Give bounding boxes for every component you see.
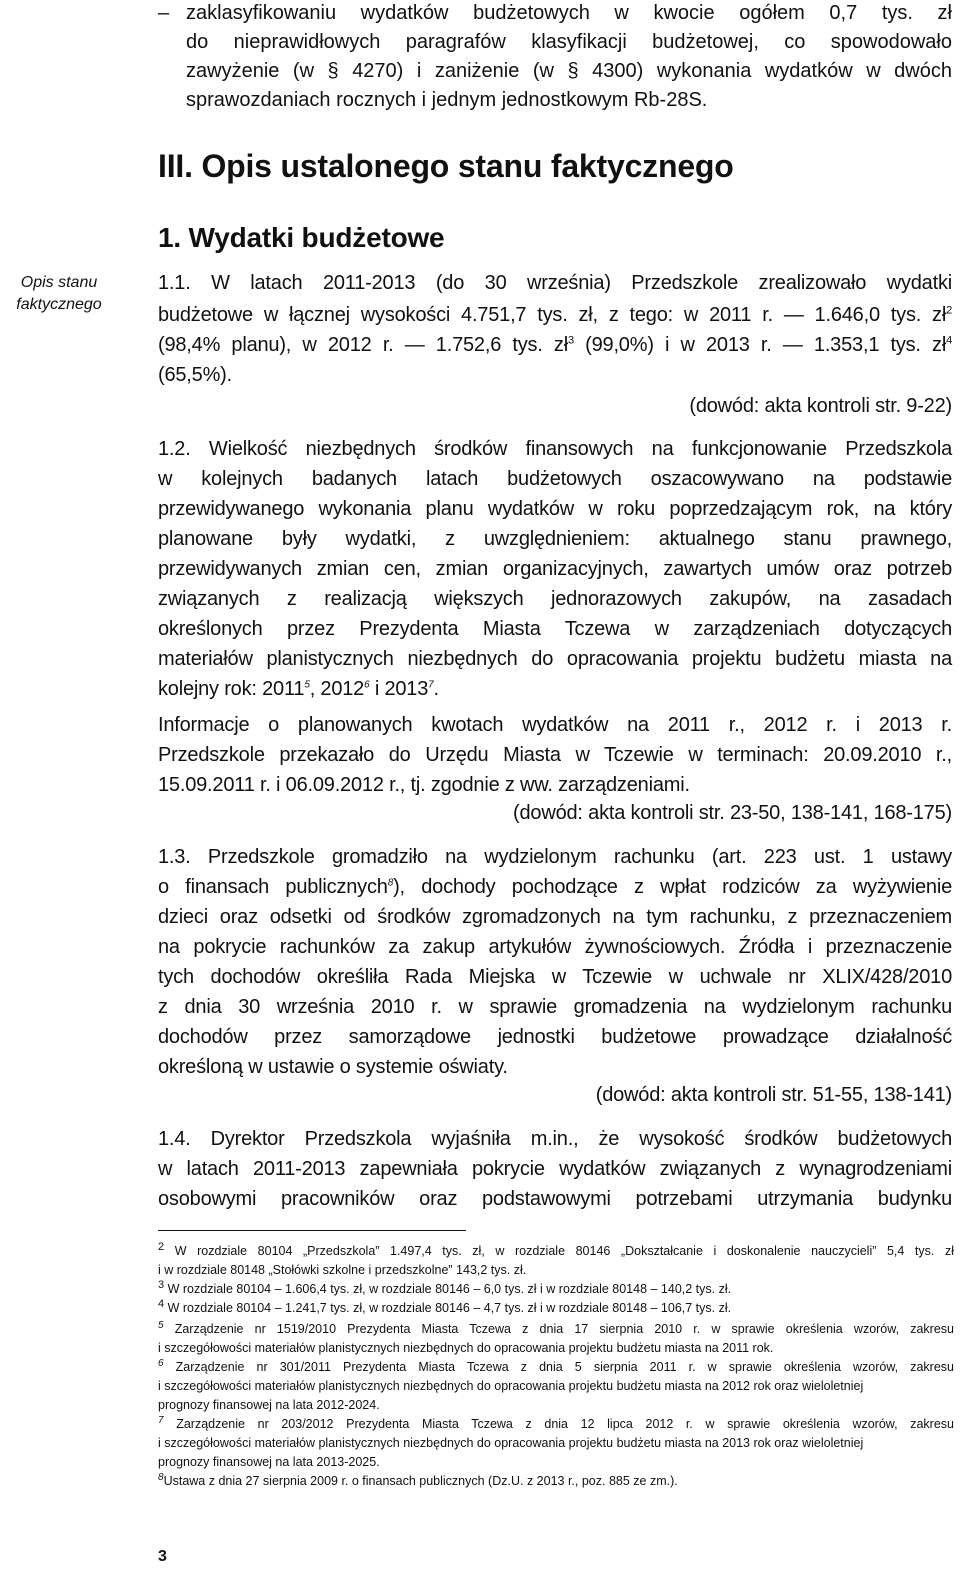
evidence-note: (dowód: akta kontroli str. 23-50, 138-141, 168-175) (513, 802, 952, 824)
footnote-number: 7 (158, 1414, 164, 1426)
footnote-text: Zarządzenie nr 301/2011 Prezydenta Miasta Tczewa z dnia 5 sierpnia 2011 r. w sprawie określenia wzorów, zakresu (175, 1360, 954, 1374)
footnote-line (158, 1280, 954, 1299)
side-note-line: Opis stanu (20, 274, 98, 291)
footnote-number: 2 (158, 1240, 165, 1253)
paragraph-line: określonych przez Prezydenta Miasta Tczewa w zarządzeniach dotyczących (158, 618, 952, 640)
footnote-line (158, 1299, 954, 1318)
evidence-note: (dowód: akta kontroli str. 51-55, 138-141) (595, 1084, 952, 1106)
paragraph-line: dochodów przez samorządowe jednostki budżetowe prowadzące działalność (158, 1026, 952, 1048)
paragraph-line: związanych z realizacją większych jednorazowych zakupów, na zasadach (158, 588, 952, 610)
intro-line: zaklasyfikowaniu wydatków budżetowych w kwocie ogółem 0,7 tys. zł (186, 2, 952, 24)
paragraph-line (158, 304, 952, 326)
page-number: 3 (158, 1548, 167, 1565)
paragraph-line: 1.1. W latach 2011-2013 (do 30 września) Przedszkole zrealizowało wydatki (158, 272, 952, 294)
footnote (158, 1358, 954, 1415)
intro-dash: – (158, 2, 170, 24)
footnote-ref: 5 (304, 679, 310, 691)
evidence-note: (dowód: akta kontroli str. 9-22) (689, 395, 952, 417)
text-span: (99,0%) i w 2013 r. — 1.353,1 tys. zł (573, 334, 947, 356)
footnote-line: prognozy finansowej na lata 2012-2024. (158, 1398, 380, 1412)
paragraph-line: planowane były wydatki, z uwzględnieniem: aktualnego stanu prawnego, (158, 528, 952, 550)
section-heading: III. Opis ustalonego stanu faktycznego (158, 148, 734, 184)
footnote-line (158, 1320, 954, 1339)
paragraph-line: osobowymi pracowników oraz podstawowymi potrzebami utrzymania budynku (158, 1188, 952, 1210)
paragraph-line: Informacje o planowanych kwotach wydatków na 2011 r., 2012 r. i 2013 r. (158, 714, 952, 736)
footnote (158, 1280, 954, 1299)
paragraph-line: (65,5%). (158, 364, 232, 386)
paragraph-line: określoną w ustawie o systemie oświaty. (158, 1056, 508, 1078)
paragraph-line: 1.2. Wielkość niezbędnych środków finansowych na funkcjonowanie Przedszkola (158, 438, 952, 460)
footnote-ref: 7 (428, 679, 434, 691)
footnote-ref: 2 (946, 304, 952, 317)
footnote-text: W rozdziale 80104 – 1.241,7 tys. zł, w rozdziale 80146 – 4,7 tys. zł i w rozdziale 80148 – 106,7 tys. zł. (167, 1301, 732, 1315)
intro-line: zawyżenie (w § 4270) i zaniżenie (w § 4300) wykonania wydatków w dwóch (186, 60, 952, 82)
footnote-ref: 8 (387, 877, 394, 889)
paragraph-line: tych dochodów określiła Rada Miejska w Tczewie w uchwale nr XLIX/428/2010 (158, 966, 952, 988)
side-note-line: faktycznego (16, 296, 102, 313)
footnote-number: 5 (158, 1319, 164, 1331)
footnote-line (158, 1358, 954, 1377)
footnote-text: Zarządzenie nr 1519/2010 Prezydenta Miasta Tczewa z dnia 17 sierpnia 2010 r. w sprawie określenia wzorów, zakresu (174, 1322, 954, 1336)
text-span: o finansach publicznych (158, 876, 388, 898)
footnote (158, 1320, 954, 1358)
paragraph-line: na pokrycie rachunków za zakup artykułów żywnościowych. Źródła i przeznaczenie (158, 936, 952, 958)
footnote-line (158, 1415, 954, 1434)
footnote-line (158, 1472, 954, 1491)
side-note (4, 272, 114, 316)
footnote-line (158, 1242, 954, 1261)
text-span: . (433, 678, 439, 700)
footnote-text: Zarządzenie nr 203/2012 Prezydenta Miasta Tczewa z dnia 12 lipca 2012 r. w sprawie określenia wzorów, zakresu (176, 1417, 954, 1431)
paragraph-line: materiałów planistycznych niezbędnych do opracowania projektu budżetu miasta na (158, 648, 952, 670)
footnote-line: i szczegółowości materiałów planistycznych niezbędnych do opracowania projektu budżetu miasta na 2012 rok oraz wieloletniej (158, 1379, 864, 1393)
paragraph-line (158, 678, 439, 700)
footnote-line: i szczegółowości materiałów planistycznych niezbędnych do opracowania projektu budżetu miasta na 2011 rok. (158, 1341, 774, 1355)
paragraph-line: z dnia 30 września 2010 r. w sprawie gromadzenia na wydzielonym rachunku (158, 996, 952, 1018)
footnote (158, 1472, 954, 1491)
footnotes (158, 1242, 954, 1491)
footnote-text: Ustawa z dnia 27 sierpnia 2009 r. o finansach publicznych (Dz.U. z 2013 r., poz. 885 ze zm.). (163, 1474, 678, 1488)
footnote-number: 3 (158, 1278, 165, 1291)
footnote-text: W rozdziale 80104 – 1.606,4 tys. zł, w rozdziale 80146 – 6,0 tys. zł i w rozdziale 80148 – 140,2 tys. zł. (167, 1282, 732, 1296)
paragraph-line (158, 334, 952, 356)
footnote-number: 8 (158, 1471, 164, 1483)
paragraph-line (158, 876, 952, 898)
footnote-line: i szczegółowości materiałów planistycznych niezbędnych do opracowania projektu budżetu miasta na 2013 rok oraz wieloletniej (158, 1436, 864, 1450)
footnote-ref: 6 (364, 679, 370, 691)
paragraph-line: przewidywanego wykonania planu wydatków w roku poprzedzającym rok, na który (158, 498, 952, 520)
text-span: kolejny rok: 2011 (158, 678, 305, 700)
footnote-line: i w rozdziale 80148 „Stołówki szkolne i przedszkolne” 143,2 tys. zł. (158, 1263, 527, 1277)
paragraph-line: przewidywanych zmian cen, zmian organizacyjnych, zawartych umów oraz potrzeb (158, 558, 952, 580)
footnote (158, 1242, 954, 1280)
text-span: (98,4% planu), w 2012 r. — 1.752,6 tys. zł (158, 334, 568, 356)
paragraph-line: 1.3. Przedszkole gromadziło na wydzielonym rachunku (art. 223 ust. 1 ustawy (158, 846, 952, 868)
paragraph-line: 15.09.2011 r. i 06.09.2012 r., tj. zgodnie z ww. zarządzeniami. (158, 774, 690, 796)
footnote-ref: 4 (946, 334, 952, 347)
intro-line: do nieprawidłowych paragrafów klasyfikacji budżetowej, co spowodowało (186, 31, 952, 53)
intro-line: sprawozdaniach rocznych i jednym jednostkowym Rb-28S. (186, 89, 708, 111)
text-span: budżetowe w łącznej wysokości 4.751,7 tys. zł, z tego: w 2011 r. — 1.646,0 tys. zł (158, 304, 947, 326)
paragraph-line: w latach 2011-2013 zapewniała pokrycie wydatków związanych z wynagrodzeniami (158, 1158, 952, 1180)
footnote-ref: 3 (567, 334, 574, 347)
footnote-line: prognozy finansowej na lata 2013-2025. (158, 1455, 380, 1469)
text-span: , 2012 (309, 678, 365, 700)
footnote (158, 1415, 954, 1472)
sub-heading: 1. Wydatki budżetowe (158, 222, 445, 253)
footnote-text: W rozdziale 80104 „Przedszkola” 1.497,4 tys. zł, w rozdziale 80146 „Dokształcanie i doskonalenie nauczycieli” 5,4 tys. zł (174, 1244, 954, 1258)
text-span: ), dochody pochodzące z wpłat rodziców za wyżywienie (393, 876, 952, 898)
footnote-number: 4 (158, 1297, 165, 1310)
paragraph-line: w kolejnych badanych latach budżetowych oszacowywano na podstawie (158, 468, 952, 490)
paragraph-line: 1.4. Dyrektor Przedszkola wyjaśniła m.in., że wysokość środków budżetowych (158, 1128, 952, 1150)
paragraph-line: dzieci oraz odsetki od środków zgromadzonych na tym rachunku, z przeznaczeniem (158, 906, 952, 928)
text-span: i 2013 (369, 678, 429, 700)
footnote-number: 6 (158, 1357, 164, 1369)
footnote-separator (158, 1230, 466, 1231)
paragraph-line: Przedszkole przekazało do Urzędu Miasta w Tczewie w terminach: 20.09.2010 r., (158, 744, 952, 766)
footnote (158, 1299, 954, 1318)
